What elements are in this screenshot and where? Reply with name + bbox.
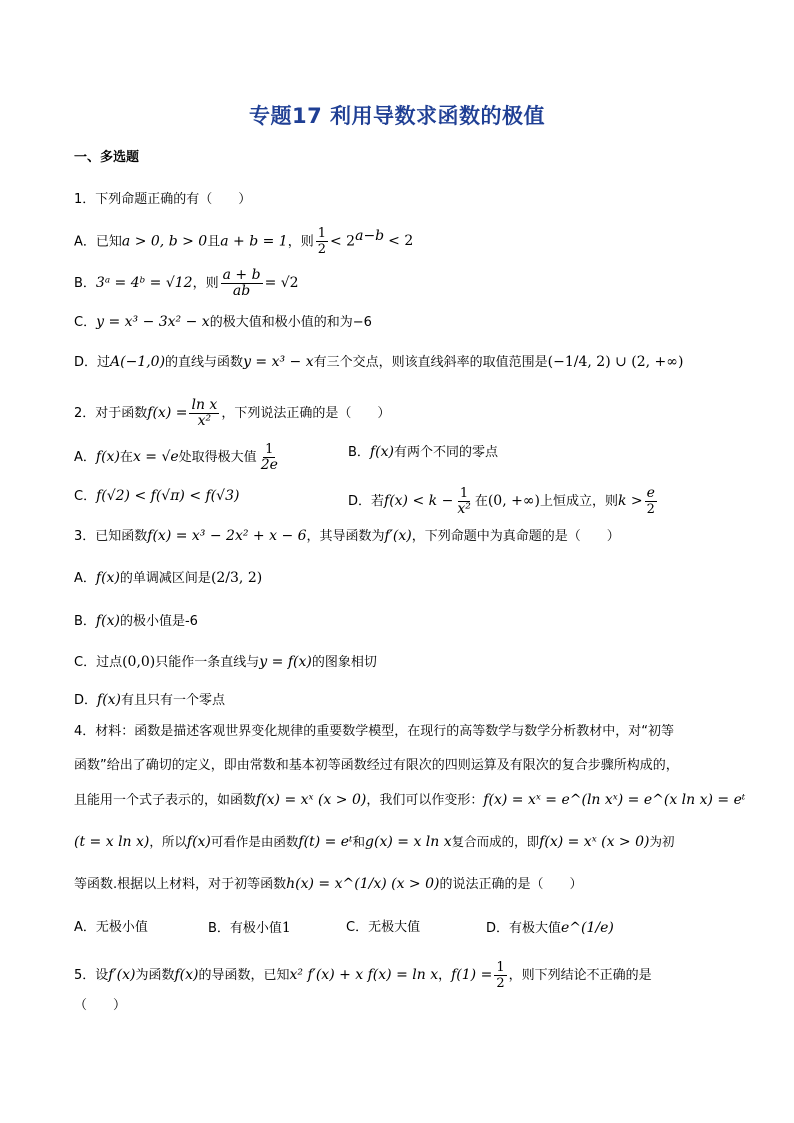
- q3-option-b: B．f(x)的极小值是-6: [74, 613, 198, 629]
- q2-option-b: B．f(x)有两个不同的零点: [348, 444, 498, 460]
- fraction: $\frac{\text{ln x}}{\text{x²}}$: [191, 397, 218, 429]
- q3-option-a: A．f(x)的单调减区间是(2/3, 2): [74, 570, 263, 586]
- q5-answer-paren: （ ）: [74, 998, 127, 1013]
- q1-option-d: D．过A(−1,0)的直线与函数y = x³ − x有三个交点，则该直线斜率的取值范围是(−1/4, 2) ∪ (2, +∞): [74, 354, 684, 370]
- q2-option-d: D．若f(x) < k − $\frac{1}{\text{x²}}$ 在(0, +∞)上恒成立，则k > $\frac{e}{2}$: [348, 485, 655, 517]
- q2-option-a: A．f(x)在x = √e处取得极大值 $\frac{1}{2e}$: [74, 442, 278, 473]
- q3-option-d: D．f(x)有且只有一个零点: [74, 692, 226, 708]
- q4-para-line2: 函数”给出了确切的定义，即由常数和基本初等函数经过有限次的四则运算及有限次的复合步骤所构成的，: [74, 758, 679, 773]
- fraction: $\frac{1}{2}$: [496, 960, 505, 991]
- page-title: 专题17 利用导数求函数的极值: [248, 104, 546, 128]
- q1-option-c: C．y = x³ − 3x² − x的极大值和极小值的和为−6: [74, 314, 372, 330]
- q4-para-line4: (t = x ln x)，所以f(x)可看作是由函数f(t) = eᵗ和g(x) = x ln x复合而成的，即f(x) = xˣ (x > 0)为初: [74, 834, 675, 850]
- q4-option-c: C．无极大值: [346, 920, 421, 935]
- q4-para-line5: 等函数.根据以上材料，对于初等函数h(x) = x^(1/x) (x > 0)的说法正确的是（ ）: [74, 876, 583, 892]
- q1-stem: 1．下列命题正确的有（ ）: [74, 192, 252, 207]
- q2-option-c: C．f(√2) < f(√π) < f(√3): [74, 488, 240, 504]
- q3-option-c: C．过点(0,0)只能作一条直线与y = f(x)的图象相切: [74, 654, 377, 670]
- q1-option-b: B．3ᵃ = 4ᵇ = √12，则 $\frac{a + b}{ab}$ = √2: [74, 267, 299, 299]
- section-heading: 一、多选题: [74, 150, 140, 165]
- q4-option-a: A．无极小值: [74, 920, 148, 935]
- q4-option-d: D．有极大值e^(1/e): [486, 920, 614, 936]
- fraction: $\frac{a + b}{ab}$: [222, 267, 261, 299]
- fraction: $\frac{1}{\text{x²}}$: [457, 486, 471, 517]
- fraction: $\frac{1}{2}$: [317, 226, 326, 258]
- q4-para-line3: 且能用一个式子表示的，如函数f(x) = xˣ (x > 0)，我们可以作变形：f(x) = xˣ = e^(ln xˣ) = e^(x ln x) = eᵗ: [74, 792, 746, 808]
- q4-option-b: B．有极小值1: [208, 920, 291, 936]
- q5-stem: 5．设f′(x)为函数f(x)的导函数，已知x² f′(x) + x f(x) = ln x，f(1) = $\frac{1}{2}$ ，则下列结论不正确的是: [74, 960, 652, 991]
- fraction: $\frac{1}{2e}$: [260, 442, 278, 473]
- fraction: $\frac{e}{2}$: [646, 485, 655, 517]
- q4-para-line1: 4．材料：函数是描述客观世界变化规律的重要数学模型，在现行的高等数学与数学分析教材中，对“初等: [74, 724, 675, 739]
- q2-stem: 2．对于函数f(x) = $\frac{\text{ln x}}{\text{x²}}$ ，下列说法正确的是（ ）: [74, 397, 391, 429]
- q1-option-a: A．已知a > 0, b > 0且a + b = 1，则 $\frac{1}{2}$ < $2^{a-b} < 2$: [74, 226, 414, 258]
- q3-stem: 3．已知函数f(x) = x³ − 2x² + x − 6，其导函数为f′(x)，下列命题中为真命题的是（ ）: [74, 528, 620, 544]
